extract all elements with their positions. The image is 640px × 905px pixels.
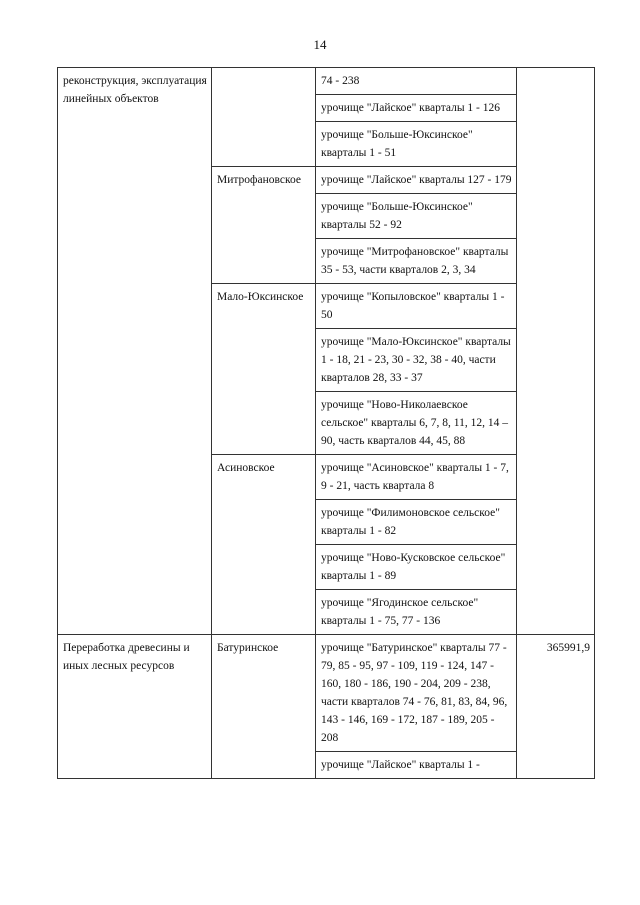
tract-cell: урочище "Лайское" кварталы 1 - [316, 752, 517, 779]
forestry-cell: Асиновское [212, 455, 316, 635]
volume-cell: 365991,9 [517, 635, 595, 779]
tract-cell: урочище "Мало-Юксинское" кварталы 1 - 18, 21 - 23, 30 - 32, 38 - 40, части кварталов 28, 33 - 37 [316, 329, 517, 392]
tract-cell: урочище "Ягодинское сельское" кварталы 1 - 75, 77 - 136 [316, 590, 517, 635]
forestry-cell: Мало-Юксинское [212, 284, 316, 455]
forestry-cell [212, 68, 316, 167]
tract-cell: урочище "Больше-Юксинское" кварталы 52 - 92 [316, 194, 517, 239]
activity-cell: реконструкция, эксплуатация линейных объектов [58, 68, 212, 635]
tract-cell: урочище "Копыловское" кварталы 1 - 50 [316, 284, 517, 329]
tract-cell: урочище "Асиновское" кварталы 1 - 7, 9 - 21, часть квартала 8 [316, 455, 517, 500]
forestry-cell: Митрофановское [212, 167, 316, 284]
tract-cell: урочище "Лайское" кварталы 1 - 126 [316, 95, 517, 122]
tract-cell: урочище "Митрофановское" кварталы 35 - 53, части кварталов 2, 3, 34 [316, 239, 517, 284]
forestry-cell: Батуринское [212, 635, 316, 779]
table-row [58, 635, 595, 752]
volume-cell [517, 68, 595, 635]
tract-cell: урочище "Батуринское" кварталы 77 - 79, 85 - 95, 97 - 109, 119 - 124, 147 - 160, 180 - 186, 190 - 204, 209 - 238, части кварталов 74 - 76, 81, 83, 84, 96, 143 - 146, 169 - 172, 187 - 189, 205 - 208 [316, 635, 517, 752]
tract-cell: урочище "Больше-Юксинское" кварталы 1 - 51 [316, 122, 517, 167]
tract-cell: урочище "Лайское" кварталы 127 - 179 [316, 167, 517, 194]
forest-use-table [57, 67, 595, 779]
page-number: 14 [313, 37, 327, 52]
activity-cell: Переработка древесины и иных лесных ресурсов [58, 635, 212, 779]
tract-cell: 74 - 238 [316, 68, 517, 95]
tract-cell: урочище "Ново-Николаевское сельское" кварталы 6, 7, 8, 11, 12, 14 – 90, часть кварталов 44, 45, 88 [316, 392, 517, 455]
tract-cell: урочище "Филимоновское сельское" кварталы 1 - 82 [316, 500, 517, 545]
table-row [58, 68, 595, 95]
table-body [58, 68, 595, 779]
tract-cell: урочище "Ново-Кусковское сельское" кварталы 1 - 89 [316, 545, 517, 590]
